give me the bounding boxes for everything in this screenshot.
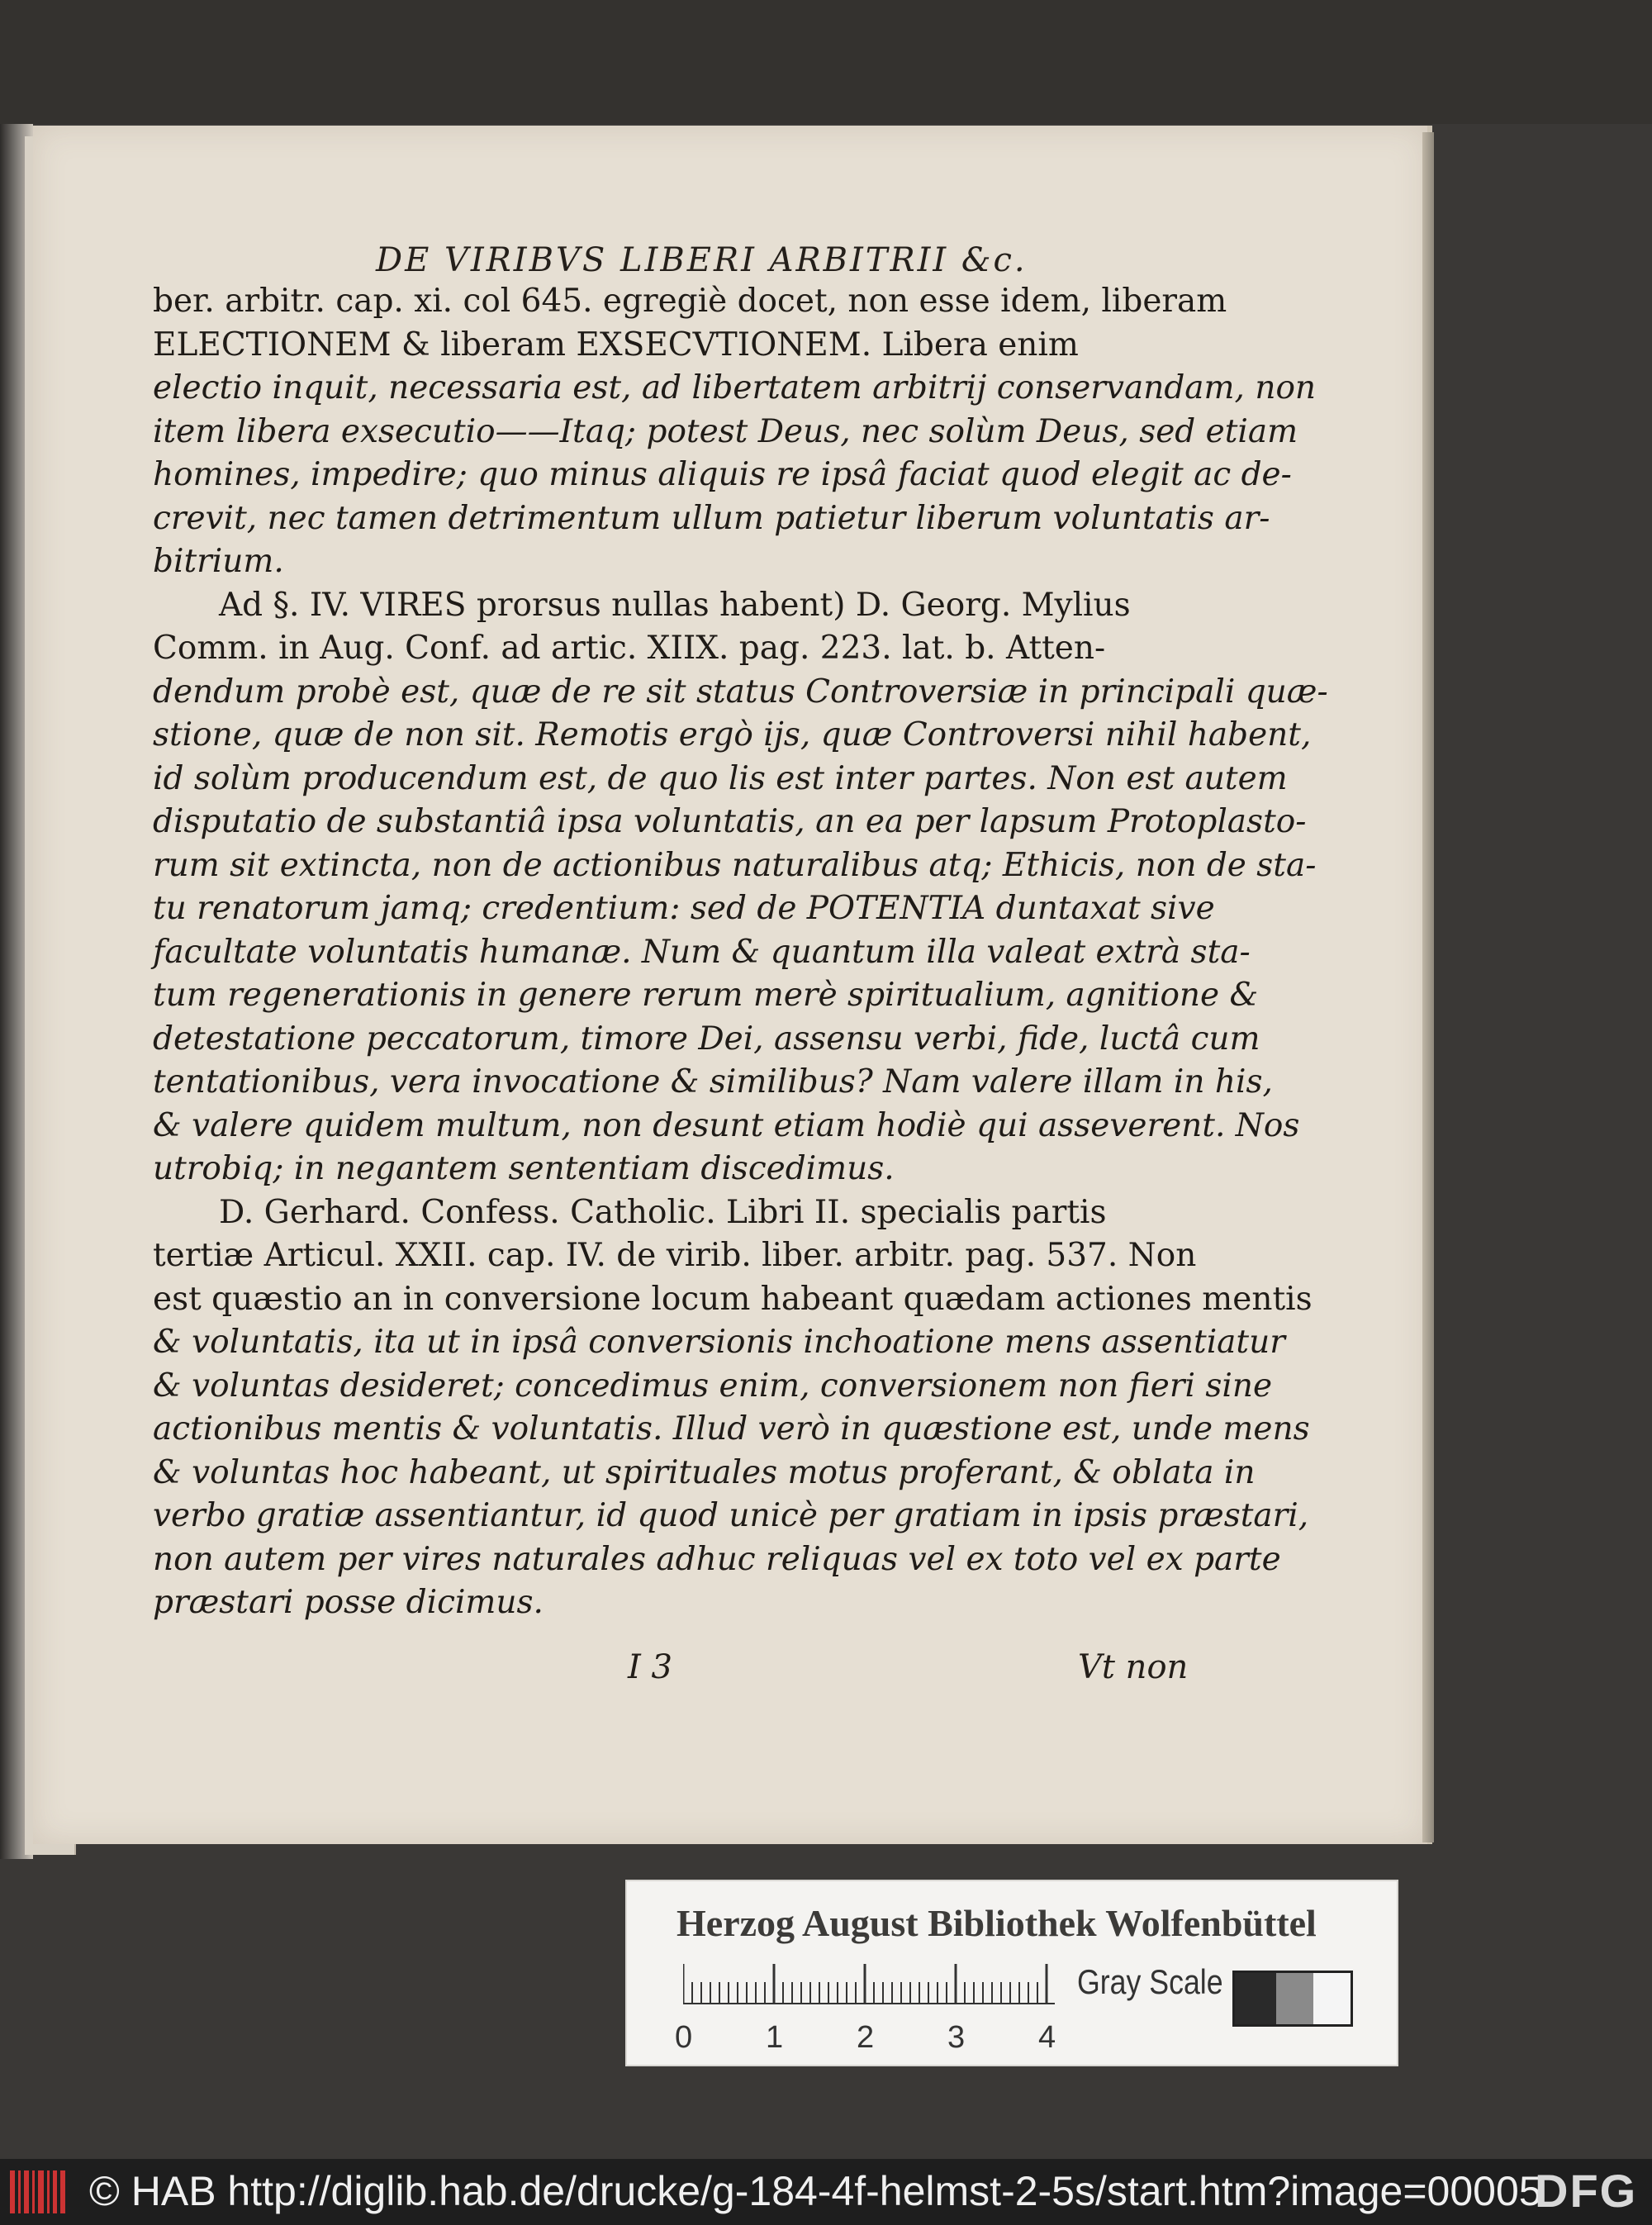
signature-mark: I 3	[628, 1648, 672, 1686]
gray-scale-patches	[1232, 1971, 1353, 2027]
ruler-number: 4	[1038, 2020, 1056, 2055]
scan-background-top	[0, 0, 1652, 124]
catchword: Vt non	[1078, 1648, 1189, 1686]
text-line: crevit, nec tamen detrimentum ullum patietur liberum voluntatis ar-	[153, 499, 1270, 537]
gray-scale-label: Gray Scale	[1077, 1962, 1223, 2001]
text-line: actionibus mentis & voluntatis. Illud verò in quæstione est, unde mens	[153, 1410, 1310, 1448]
library-color-card	[625, 1880, 1398, 2066]
card-title: Herzog August Bibliothek Wolfenbüttel	[676, 1902, 1317, 1944]
text-line: tum regenerationis in genere rerum merè spiritualium, agnitione &	[153, 977, 1259, 1014]
text-line: electio inquit, necessaria est, ad libertatem arbitrij conservandam, non	[153, 369, 1317, 406]
text-line: ELECTIONEM & liberam EXSECVTIONEM. Libera enim	[153, 326, 1079, 364]
text-line: stione, quæ de non sit. Remotis ergò ijs, quæ Controversi nihil habent,	[153, 716, 1312, 754]
barcode-icon	[10, 2170, 68, 2213]
ruler-number: 2	[857, 2020, 875, 2055]
text-line: utrobiq; in negantem sententiam discedimus.	[153, 1150, 895, 1187]
text-line: præstari posse dicimus.	[153, 1584, 544, 1621]
text-line: dendum probè est, quæ de re sit status Controversiæ in principali quæ-	[153, 673, 1328, 711]
text-line: homines, impedire; quo minus aliquis re ipsâ faciat quod elegit ac de-	[153, 456, 1292, 493]
text-line: tentationibus, vera invocatione & similibus? Nam valere illam in his,	[153, 1063, 1273, 1101]
text-line: verbo gratiæ assentiantur, id quod unicè per gratiam in ipsis præstari,	[153, 1497, 1309, 1534]
text-line: & valere quidem multum, non desunt etiam hodiè qui asseverent. Nos	[153, 1106, 1300, 1144]
ruler-scale	[683, 1964, 1055, 2005]
text-line: rum sit extincta, non de actionibus naturalibus atq; Ethicis, non de sta-	[153, 846, 1317, 884]
page-edge	[1422, 132, 1434, 1842]
text-line: facultate voluntatis humanæ. Num & quantum illa valeat extrà sta-	[153, 933, 1251, 971]
text-line: & voluntatis, ita ut in ipsâ conversionis inchoatione mens assentiatur	[153, 1324, 1285, 1361]
footer-bar	[0, 2159, 1652, 2225]
dfg-logo: DFG	[1535, 2165, 1638, 2217]
text-line: Comm. in Aug. Conf. ad artic. XIIX. pag. 223. lat. b. Atten-	[153, 630, 1106, 667]
text-line: est quæstio an in conversione locum habeant quædam actiones mentis	[153, 1280, 1313, 1318]
text-line: detestatione peccatorum, timore Dei, assensu verbi, fide, luctâ cum	[153, 1020, 1260, 1058]
text-line: id solùm producendum est, de quo lis est inter partes. Non est autem	[153, 759, 1288, 797]
text-line: tu renatorum jamq; credentium: sed de POTENTIA duntaxat sive	[153, 890, 1215, 927]
text-line: & voluntas hoc habeant, ut spirituales motus proferant, & oblata in	[153, 1453, 1256, 1491]
ruler-number: 0	[675, 2020, 693, 2055]
text-line: disputatio de substantiâ ipsa voluntatis, an ea per lapsum Protoplasto-	[153, 803, 1307, 840]
text-line: ber. arbitr. cap. xi. col 645. egregiè docet, non esse idem, liberam	[153, 283, 1227, 320]
footer-source-link[interactable]: © HAB http://diglib.hab.de/drucke/g-184-4f-helmst-2-5s/start.htm?image=00005	[89, 2168, 1542, 2214]
text-line: Ad §. IV. VIRES prorsus nullas habent) D. Georg. Mylius	[219, 586, 1131, 624]
text-line: bitrium.	[153, 543, 284, 580]
text-line: item libera exsecutio——Itaq; potest Deus, nec solùm Deus, sed etiam	[153, 412, 1298, 450]
ruler-number: 3	[947, 2020, 966, 2055]
text-line: non autem per vires naturales adhuc reliquas vel ex toto vel ex parte	[153, 1540, 1281, 1578]
text-line: tertiæ Articul. XXII. cap. IV. de virib. liber. arbitr. pag. 537. Non	[153, 1237, 1197, 1274]
running-head: DE VIRIBVS LIBERI ARBITRII &c.	[376, 241, 1028, 279]
ruler-number: 1	[766, 2020, 784, 2055]
text-line: D. Gerhard. Confess. Catholic. Libri II. specialis partis	[219, 1193, 1107, 1231]
ruler-numbers	[675, 2020, 1088, 2053]
text-line: & voluntas desideret; concedimus enim, conversionem non fieri sine	[153, 1367, 1273, 1405]
